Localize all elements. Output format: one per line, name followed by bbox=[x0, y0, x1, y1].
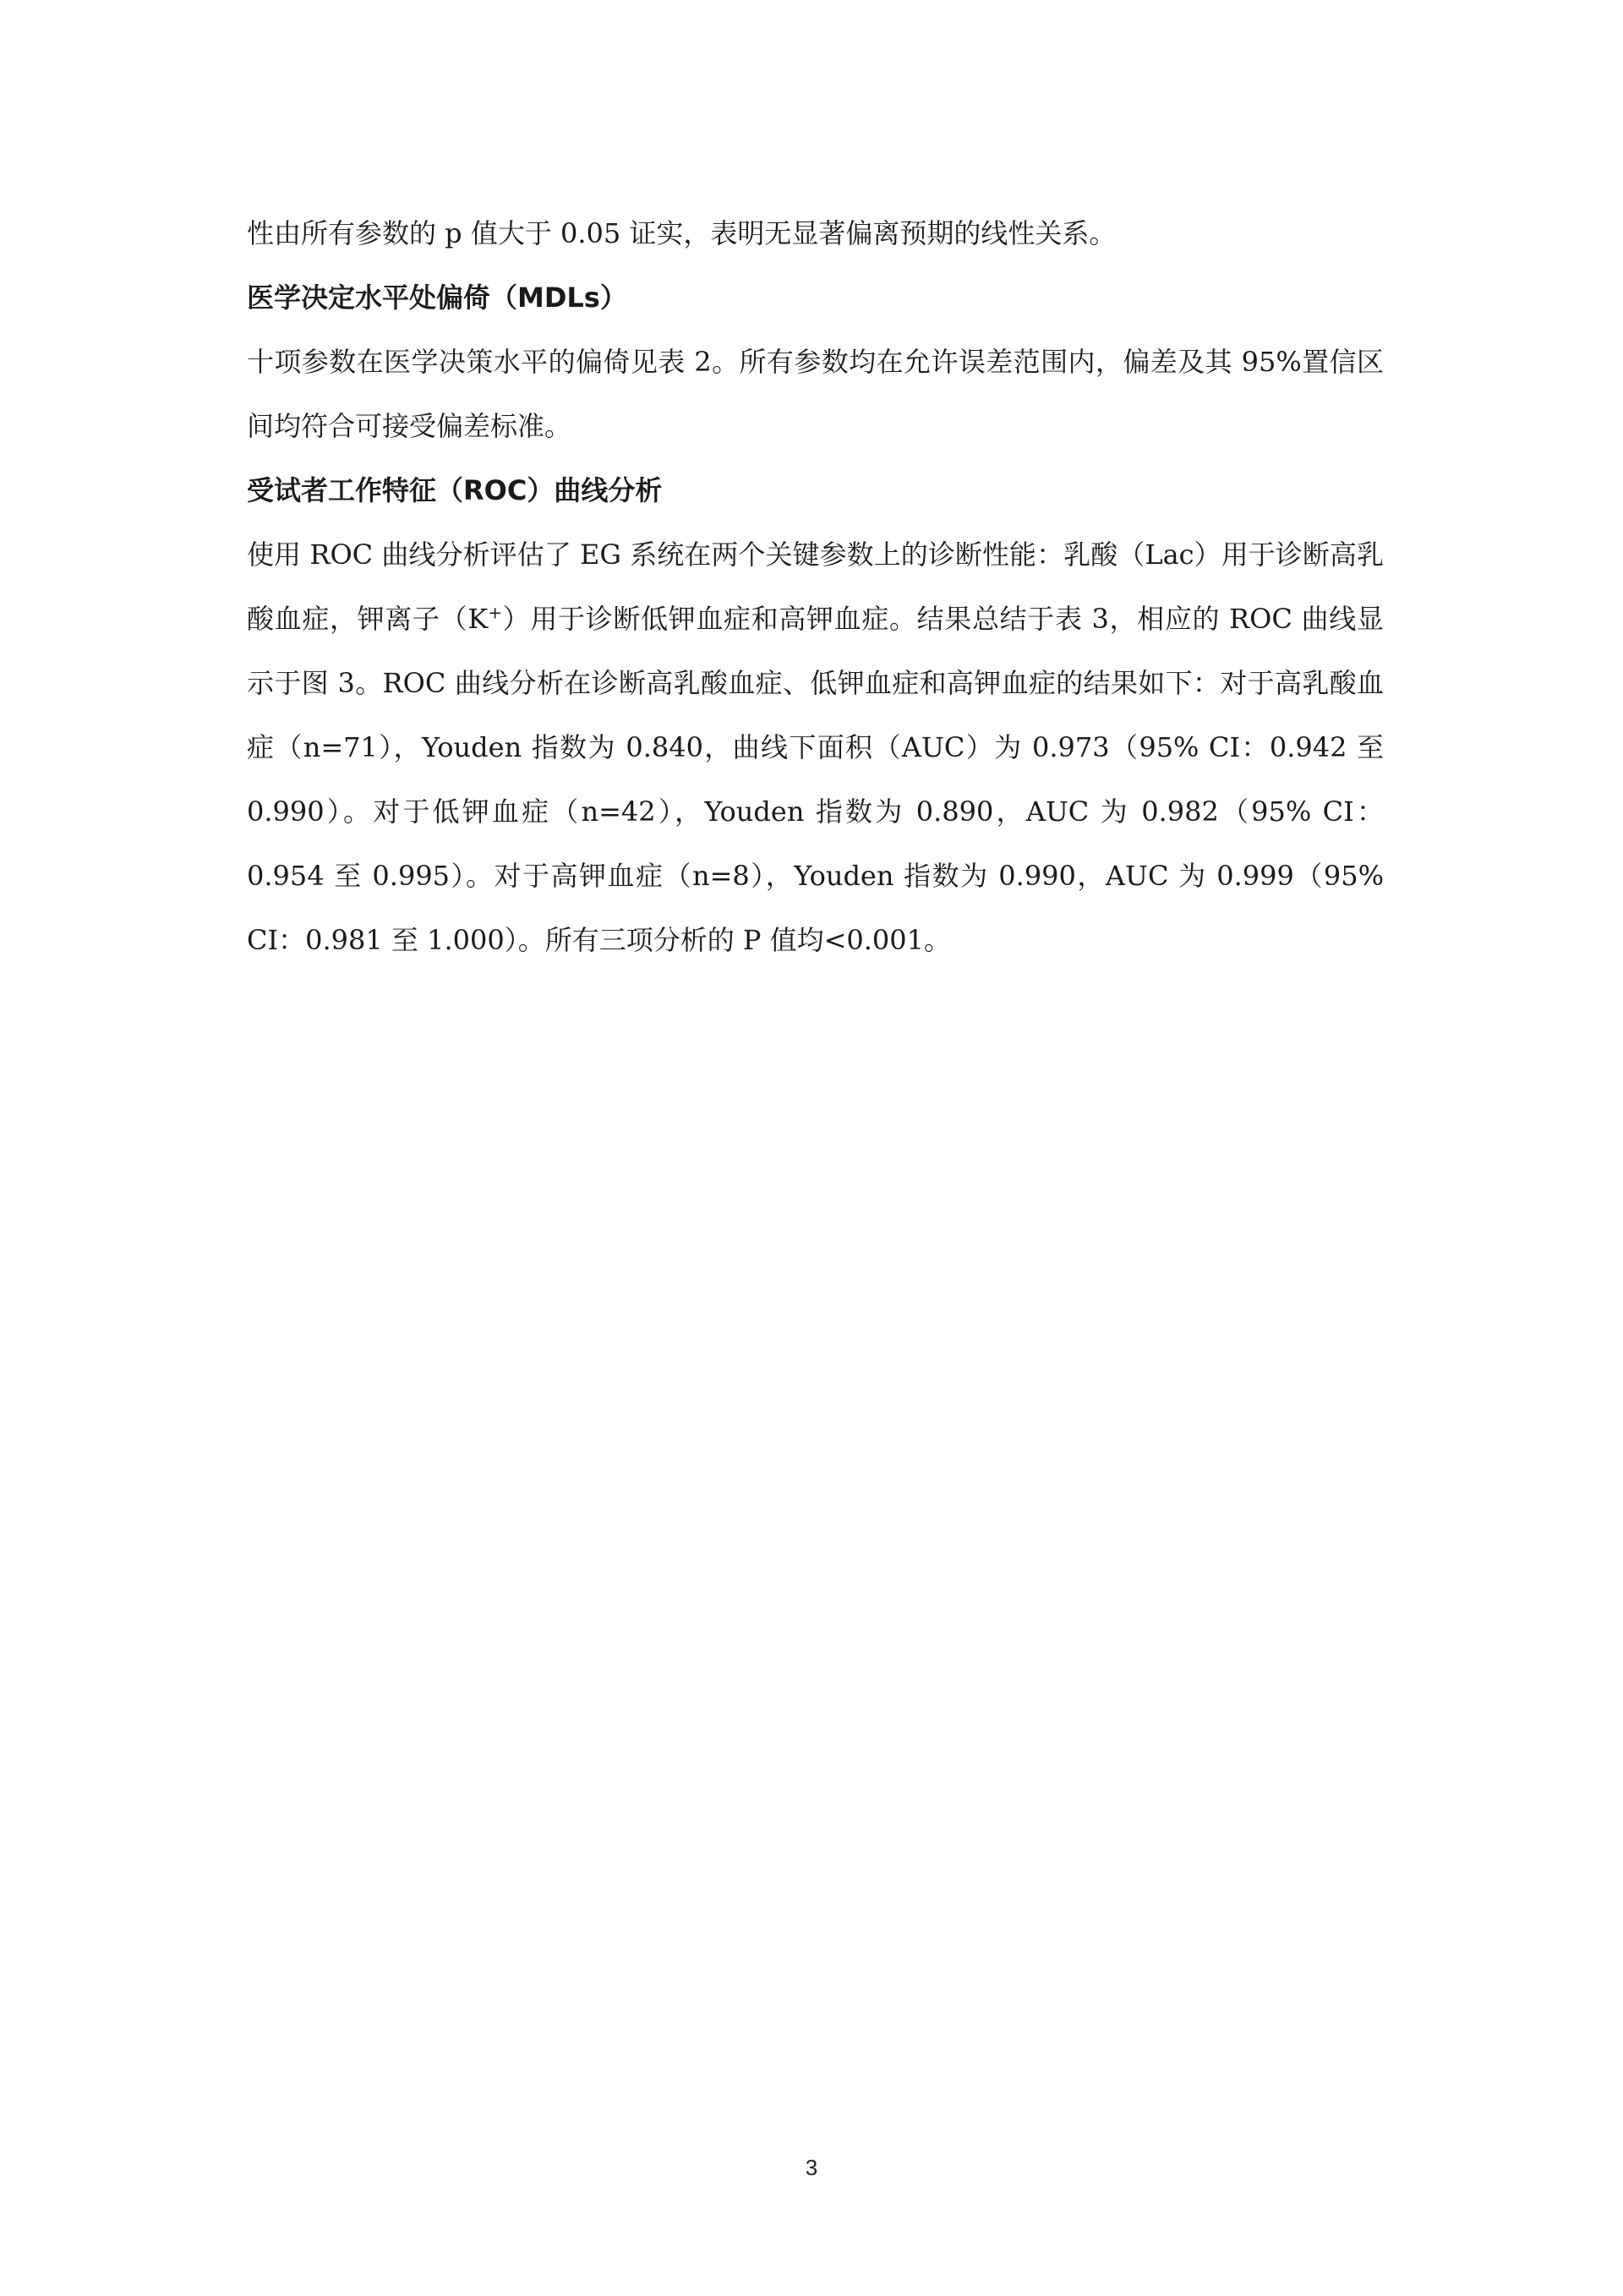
paragraph-roc-analysis bbox=[247, 522, 1384, 972]
paragraph-linearity: 性由所有参数的 p 值大于 0.05 证实，表明无显著偏离预期的线性关系。 bbox=[247, 217, 1117, 249]
roc-text-part-2: ）用于诊断低钾血症和高钾血症。结果总结于表 3，相应的 ROC 曲线显示于图 3。ROC 曲线分析在诊断高乳酸血症、低钾血症和高钾血症的结果如下：对于高乳酸血症（n=71），Youden 指数为 0.840，曲线下面积（AUC）为 0.973（95% CI：0.942 至 0.990）。对于低钾血症（n=42），Youden 指数为 0.890，AUC 为 0.982（95% CI：0.954 至 0.995）。对于高钾血症（n=8），Youden 指数为 0.990，AUC 为 0.999（95% CI：0.981 至 1.000）。所有三项分析的 P 值均<0.001。 bbox=[247, 603, 1384, 956]
potassium-charge-superscript: + bbox=[488, 602, 502, 623]
heading-roc-analysis: 受试者工作特征（ROC）曲线分析 bbox=[247, 474, 663, 506]
heading-mdl-bias: 医学决定水平处偏倚（MDLs） bbox=[247, 282, 627, 314]
roc-text-part-1: 使用 ROC 曲线分析评估了 EG 系统在两个关键参数上的诊断性能：乳酸（Lac）用于诊断高乳酸血症，钾离子（K bbox=[247, 538, 1384, 635]
document-body bbox=[247, 201, 1384, 972]
page-number: 3 bbox=[805, 2155, 818, 2180]
paragraph-mdl-bias: 十项参数在医学决策水平的偏倚见表 2。所有参数均在允许误差范围内，偏差及其 95%置信区间均符合可接受偏差标准。 bbox=[247, 346, 1384, 442]
